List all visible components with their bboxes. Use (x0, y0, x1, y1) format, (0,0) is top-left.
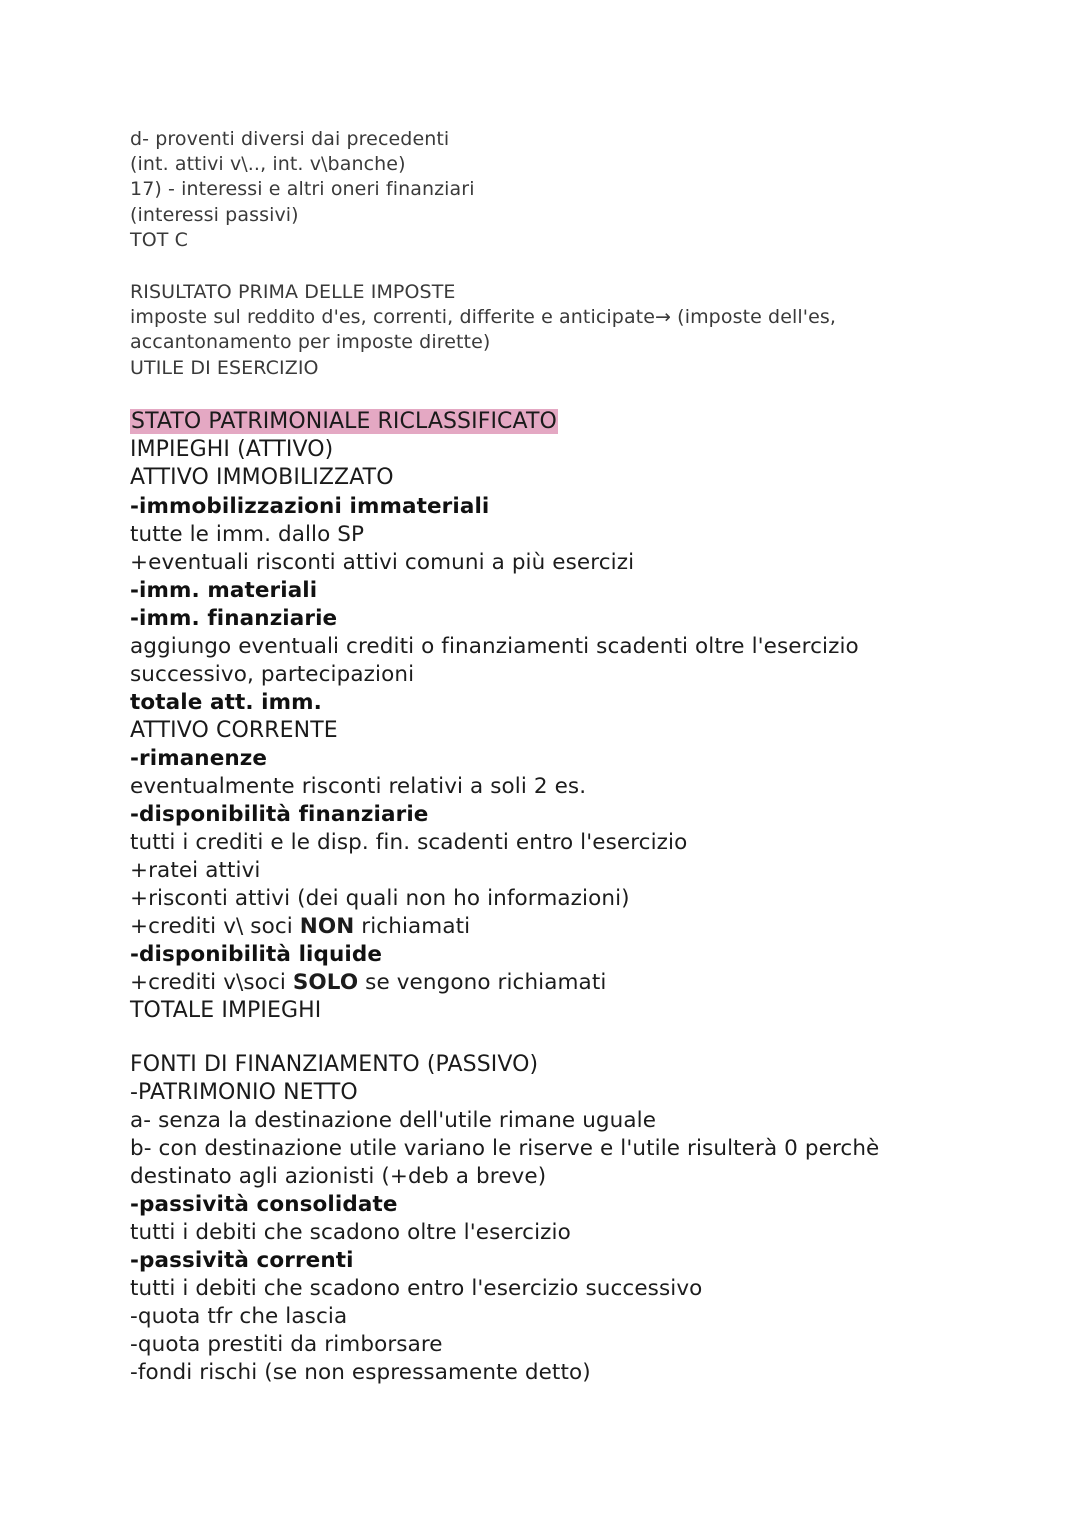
line-fondi-rischi: -fondi rischi (se non espressamente detto) (130, 1360, 591, 1385)
line-quota-tfr: -quota tfr che lascia (130, 1304, 348, 1329)
line-risconti-attivi: +risconti attivi (dei quali non ho informazioni) (130, 886, 630, 911)
crediti-soci-prefix: +crediti v\ soci (130, 914, 300, 939)
line-proventi-detail: (int. attivi v\.., int. v\banche) (130, 153, 406, 175)
crediti-solo-suffix: se vengono richiamati (358, 970, 607, 995)
line-tutte-imm: tutte le imm. dallo SP (130, 522, 365, 547)
crediti-solo-prefix: +crediti v\soci (130, 970, 293, 995)
crediti-soci-suffix: richiamati (354, 914, 471, 939)
line-debiti-oltre: tutti i debiti che scadono oltre l'esercizio (130, 1220, 571, 1245)
line-impieghi: IMPIEGHI (ATTIVO) (130, 437, 334, 462)
line-passivita-consolidate: -passività consolidate (130, 1192, 398, 1217)
line-accantonamento-imposte: accantonamento per imposte dirette) (130, 331, 491, 353)
line-disp-liquide: -disponibilità liquide (130, 942, 383, 967)
line-passivita-correnti: -passività correnti (130, 1248, 354, 1273)
line-tot-c: TOT C (130, 229, 188, 251)
line-imposte-reddito: imposte sul reddito d'es, correnti, differite e anticipate→ (imposte dell'es, (130, 306, 837, 328)
line-quota-prestiti: -quota prestiti da rimborsare (130, 1332, 443, 1357)
line-risultato-prima-imposte: RISULTATO PRIMA DELLE IMPOSTE (130, 281, 456, 303)
line-ratei-attivi: +ratei attivi (130, 858, 261, 883)
line-proventi-diversi: d- proventi diversi dai precedenti (130, 128, 450, 150)
line-debiti-entro: tutti i debiti che scadono entro l'esercizio successivo (130, 1276, 703, 1301)
line-attivo-immobilizzato: ATTIVO IMMOBILIZZATO (130, 465, 394, 490)
section-title-stato-patrimoniale (130, 409, 558, 434)
line-patrimonio-netto: -PATRIMONIO NETTO (130, 1080, 358, 1105)
line-aggiungo-crediti: aggiungo eventuali crediti o finanziamenti scadenti oltre l'esercizio (130, 634, 859, 659)
line-crediti-soci-non (130, 914, 470, 939)
line-con-destinazione: b- con destinazione utile variano le riserve e l'utile risulterà 0 perchè (130, 1136, 880, 1161)
line-crediti-soci-solo (130, 970, 606, 995)
crediti-solo-emphasis: SOLO (292, 970, 359, 995)
line-risconti-2es: eventualmente risconti relativi a soli 2 es. (130, 774, 587, 799)
line-totale-impieghi: TOTALE IMPIEGHI (130, 998, 322, 1023)
line-rimanenze: -rimanenze (130, 746, 268, 771)
line-imm-finanziarie: -imm. finanziarie (130, 606, 338, 631)
crediti-soci-non-emphasis: NON (299, 914, 355, 939)
line-destinato-azionisti: destinato agli azionisti (+deb a breve) (130, 1164, 547, 1189)
line-imm-materiali: -imm. materiali (130, 578, 318, 603)
line-interessi-passivi: (interessi passivi) (130, 204, 299, 226)
line-tutti-crediti: tutti i crediti e le disp. fin. scadenti entro l'esercizio (130, 830, 688, 855)
section-title-fonti: FONTI DI FINANZIAMENTO (PASSIVO) (130, 1052, 539, 1077)
line-attivo-corrente: ATTIVO CORRENTE (130, 718, 338, 743)
line-totale-att-imm: totale att. imm. (130, 690, 322, 715)
line-risconti-comuni: +eventuali risconti attivi comuni a più esercizi (130, 550, 635, 575)
line-senza-destinazione: a- senza la destinazione dell'utile rimane uguale (130, 1108, 657, 1133)
line-utile-esercizio: UTILE DI ESERCIZIO (130, 357, 319, 379)
line-imm-immateriali: -immobilizzazioni immateriali (130, 494, 490, 519)
line-disp-finanziarie: -disponibilità finanziarie (130, 802, 429, 827)
line-interessi-oneri: 17) - interessi e altri oneri finanziari (130, 178, 475, 200)
highlighted-title: STATO PATRIMONIALE RICLASSIFICATO (131, 409, 557, 434)
line-successivo-partecipazioni: successivo, partecipazioni (130, 662, 415, 687)
